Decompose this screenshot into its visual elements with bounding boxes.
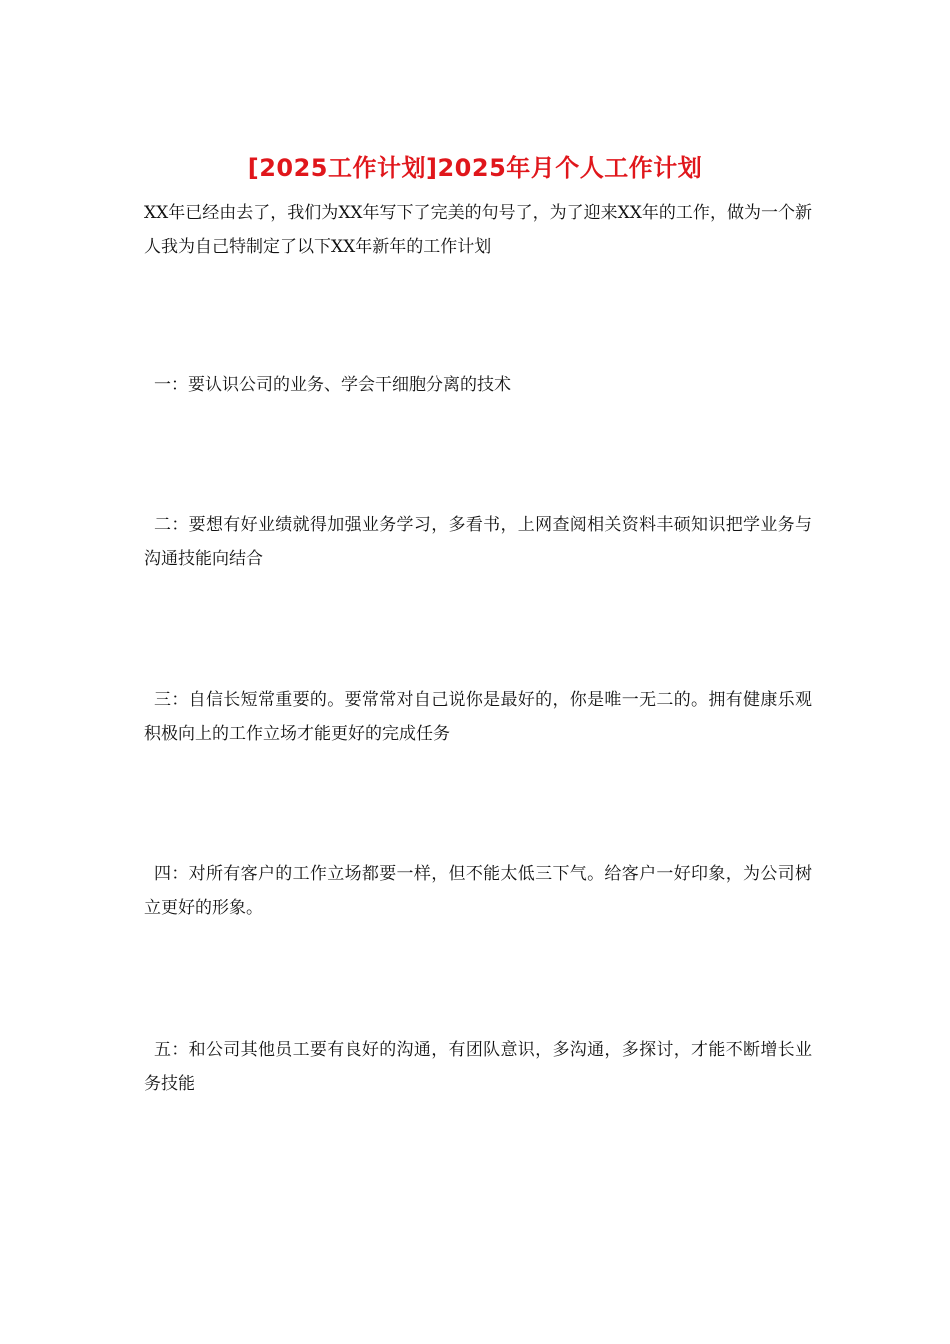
plan-item-2: 二：要想有好业绩就得加强业务学习，多看书，上网查阅相关资料丰硕知识把学业务与沟通技能向结合 (144, 515, 812, 569)
intro-paragraph: XX年已经由去了，我们为XX年写下了完美的句号了，为了迎来XX年的工作，做为一个新人我为自己特制定了以下XX年新年的工作计划 (144, 203, 812, 257)
document-title: [2025工作计划]2025年月个人工作计划 (247, 154, 703, 182)
plan-item-3: 三：自信长短常重要的。要常常对自己说你是最好的，你是唯一无二的。拥有健康乐观积极向上的工作立场才能更好的完成任务 (144, 690, 812, 744)
plan-item-4: 四：对所有客户的工作立场都要一样，但不能太低三下气。给客户一好印象，为公司树立更好的形象。 (144, 864, 812, 918)
plan-item-5: 五：和公司其他员工要有良好的沟通，有团队意识，多沟通，多探讨，才能不断增长业务技能 (144, 1040, 812, 1094)
plan-item-1: 一：要认识公司的业务、学会干细胞分离的技术 (154, 375, 511, 395)
